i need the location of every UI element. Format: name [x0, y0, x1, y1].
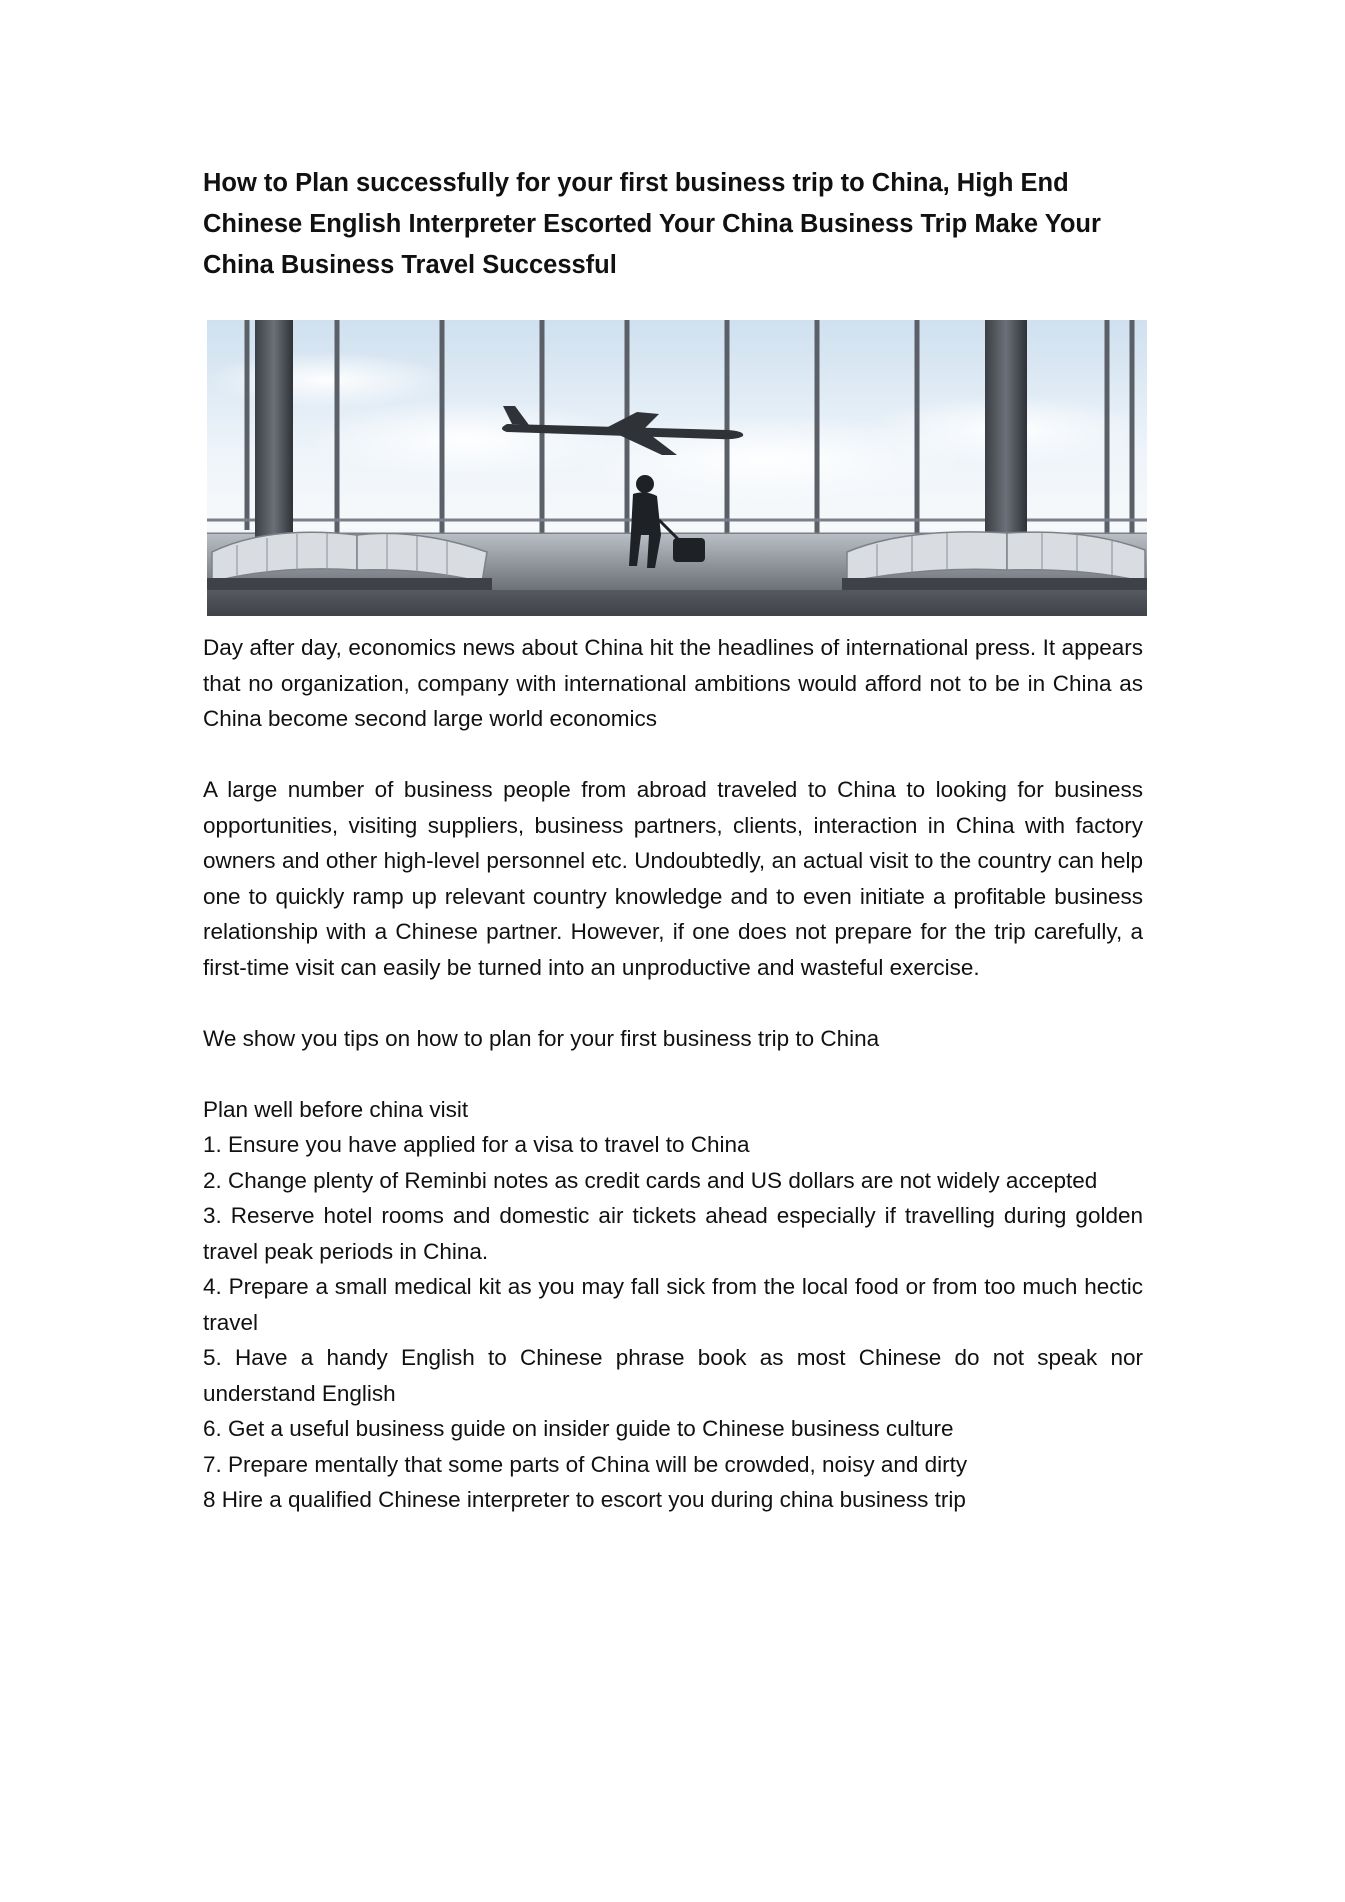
list-item: 5. Have a handy English to Chinese phrase book as most Chinese do not speak nor understand English	[203, 1345, 1143, 1406]
paragraph-intro: Day after day, economics news about China hit the headlines of international press. It appears that no organization, company with international ambitions would afford not to be in China as China become second large world economics	[203, 635, 1143, 731]
document-title: How to Plan successfully for your first business trip to China, High End Chinese English Interpreter Escorted Your China Business Trip Make Your China Business Travel Successful	[203, 169, 1101, 279]
list-item: 1. Ensure you have applied for a visa to travel to China	[203, 1132, 750, 1157]
list-heading: Plan well before china visit	[203, 1096, 469, 1122]
airport-photo-illustration	[207, 320, 1147, 616]
list-item: 4. Prepare a small medical kit as you may fall sick from the local food or from too much hectic travel	[203, 1274, 1143, 1335]
airport-terminal-photo	[207, 320, 1147, 616]
list-item: 3. Reserve hotel rooms and domestic air tickets ahead especially if travelling during golden travel peak periods in China.	[203, 1203, 1143, 1264]
list-item: 7. Prepare mentally that some parts of China will be crowded, noisy and dirty	[203, 1451, 968, 1477]
document-content	[203, 163, 1143, 1518]
list-item: 2. Change plenty of Reminbi notes as credit cards and US dollars are not widely accepted	[203, 1167, 1098, 1193]
list-item: 8 Hire a qualified Chinese interpreter to escort you during china business trip	[203, 1487, 966, 1512]
document-body	[203, 630, 1143, 1518]
planning-list	[203, 1092, 1143, 1518]
paragraph-business-visits: A large number of business people from abroad traveled to China to looking for business opportunities, visiting suppliers, business partners, clients, interaction in China with factory owners and other high-level personnel etc. Undoubtedly, an actual visit to the country can help one to quickly ramp up relevant country knowledge and to even initiate a profitable business relationship with a Chinese partner. However, if one does not prepare for the trip carefully, a first-time visit can easily be turned into an unproductive and wasteful exercise.	[203, 777, 1143, 980]
list-item: 6. Get a useful business guide on insider guide to Chinese business culture	[203, 1416, 954, 1441]
paragraph-tips-intro: We show you tips on how to plan for your first business trip to China	[203, 1025, 880, 1051]
